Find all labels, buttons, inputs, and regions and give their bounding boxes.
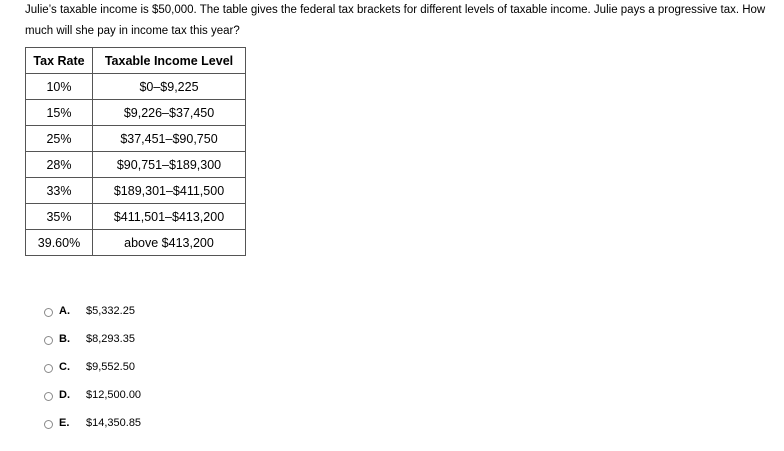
radio-button-c[interactable] [44, 364, 53, 373]
choice-letter: E. [59, 417, 70, 429]
choice-e[interactable] [44, 409, 141, 437]
income-level-cell: $90,751–$189,300 [93, 152, 246, 178]
choice-letter: C. [59, 361, 70, 373]
tax-rate-cell: 28% [26, 152, 93, 178]
income-level-cell: $37,451–$90,750 [93, 126, 246, 152]
table-row [26, 204, 246, 230]
tax-rate-cell: 15% [26, 100, 93, 126]
choice-value: $8,293.35 [86, 333, 135, 345]
choice-value: $12,500.00 [86, 389, 142, 401]
tax-rate-cell: 25% [26, 126, 93, 152]
choice-a[interactable] [44, 297, 141, 325]
table-row [26, 126, 246, 152]
table-row [26, 178, 246, 204]
choice-value: $14,350.85 [86, 417, 142, 429]
table-row [26, 230, 246, 256]
radio-button-b[interactable] [44, 336, 53, 345]
table-row [26, 74, 246, 100]
question-line-1: Julie’s taxable income is $50,000. The table gives the federal tax brackets for different levels of taxable income. Julie pays a progressive tax. How [25, 4, 766, 16]
income-level-cell: $411,501–$413,200 [93, 204, 246, 230]
tax-rate-cell: 33% [26, 178, 93, 204]
table-row [26, 152, 246, 178]
tax-rate-cell: 10% [26, 74, 93, 100]
header-taxable-income-level: Taxable Income Level [93, 48, 246, 74]
choice-value: $9,552.50 [86, 361, 135, 373]
income-level-cell: $9,226–$37,450 [93, 100, 246, 126]
choice-value: $5,332.25 [86, 305, 135, 317]
answer-choices [44, 297, 141, 437]
radio-button-e[interactable] [44, 420, 53, 429]
choice-letter: A. [59, 305, 70, 317]
income-level-cell: above $413,200 [93, 230, 246, 256]
table-header-row [26, 48, 246, 74]
table-row [26, 100, 246, 126]
question-text [25, 0, 784, 42]
tax-rate-cell: 35% [26, 204, 93, 230]
choice-d[interactable] [44, 381, 141, 409]
tax-rate-cell: 39.60% [26, 230, 93, 256]
radio-button-d[interactable] [44, 392, 53, 401]
tax-bracket-table [25, 47, 246, 256]
header-tax-rate: Tax Rate [26, 48, 93, 74]
radio-button-a[interactable] [44, 308, 53, 317]
income-level-cell: $189,301–$411,500 [93, 178, 246, 204]
choice-c[interactable] [44, 353, 141, 381]
income-level-cell: $0–$9,225 [93, 74, 246, 100]
choice-letter: B. [59, 333, 70, 345]
choice-b[interactable] [44, 325, 141, 353]
question-line-2: much will she pay in income tax this year? [25, 25, 240, 37]
choice-letter: D. [59, 389, 70, 401]
